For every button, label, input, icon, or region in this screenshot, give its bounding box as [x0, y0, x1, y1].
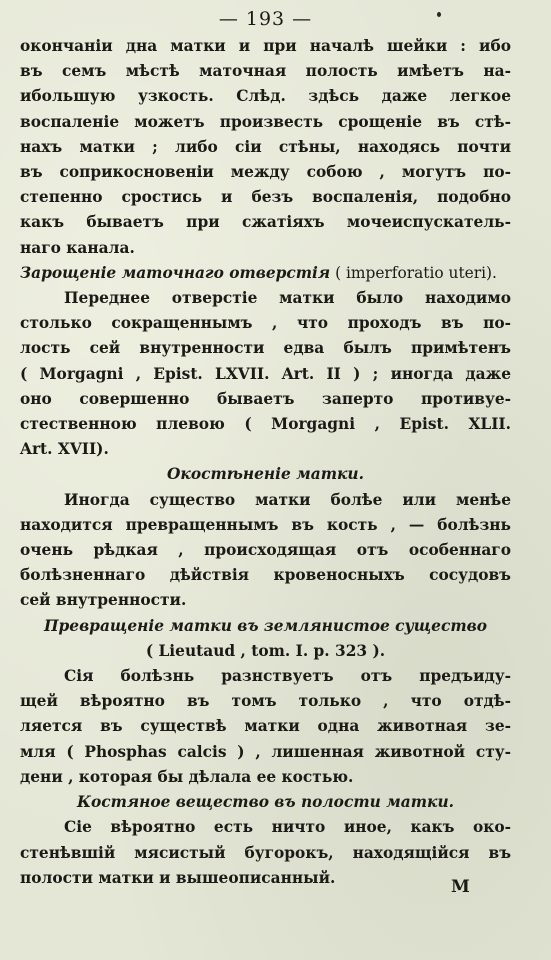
text-line: дени , которая бы дѣлала ее костью. [20, 767, 354, 786]
catchword: M [451, 877, 470, 897]
paragraph-1 [20, 34, 511, 261]
text-line: Иногда существо матки болѣе или менѣе [64, 490, 511, 509]
text-line: окончаніи дна матки и при началѣ шейки : ибо [20, 37, 511, 55]
text-line: находится превращеннымъ въ кость , — болѣзнь [20, 515, 511, 534]
paragraph-5 [20, 815, 511, 891]
text-line: болѣзненнаго дѣйствія кровеносныхъ сосудовъ [20, 566, 511, 585]
heading-latin-term: ( imperforatio uteri). [330, 263, 497, 282]
text-line: воспаленіе можетъ произвесть срощеніе въ стѣ- [20, 112, 511, 131]
section-heading-bony-substance: Костяное вещество въ полости матки. [76, 793, 455, 812]
text-line: стественною плевою ( Morgagni , Epist. XLII. [20, 415, 511, 434]
section-heading-imperforation [20, 261, 511, 286]
text-line: сей внутренности. [20, 591, 187, 610]
text-line: ибольшую узкость. Слѣд. здѣсь даже легкое [20, 87, 511, 106]
text-line: мля ( Phosphas calcis ) , лишенная животной сту- [20, 742, 511, 761]
text-line: въ семъ мѣстѣ маточная полость имѣетъ на- [20, 62, 511, 81]
text-line: ( Morgagni , Epist. LXVII. Art. II ) ; иногда даже [20, 364, 511, 383]
paragraph-2 [20, 286, 511, 462]
text-line: оно совершенно бываетъ заперто противуе- [20, 389, 511, 408]
text-line: въ соприкосновеніи между собою , могутъ по- [20, 163, 511, 182]
section-heading-ossification: Окостѣненіе матки. [167, 465, 364, 484]
section-heading-earthy-transformation: Превращеніе матки въ землянистое существо [43, 616, 487, 635]
ink-speck [437, 12, 441, 17]
text-line: столько сокращеннымъ , что проходъ въ по- [20, 314, 511, 333]
text-line: Сія болѣзнь разнствуетъ отъ предъиду- [64, 667, 511, 686]
text-line: Сіе вѣроятно есть ничто иное, какъ око- [64, 818, 511, 837]
text-line: стенѣвшій мясистый бугорокъ, находящійся въ [20, 843, 511, 862]
text-line: ляется въ существѣ матки одна животная зе- [20, 717, 511, 736]
text-line: Art. XVII). [20, 440, 109, 459]
page-number: — 193 — [218, 8, 313, 30]
paragraph-4 [20, 664, 511, 790]
citation-lieutaud: ( Lieutaud , tom. I. p. 323 ). [145, 641, 386, 660]
text-line: полости матки и вышеописанный. [20, 868, 336, 887]
text-line: очень рѣдкая , происходящая отъ особеннаго [20, 541, 511, 560]
paragraph-3 [20, 488, 511, 614]
text-line: Переднее отверстіе матки было находимо [64, 289, 511, 308]
text-line: нахъ матки ; либо сіи стѣны, находясь почти [20, 137, 511, 156]
heading-italic-text: Зарощеніе маточнаго отверстія [20, 263, 331, 282]
text-line: наго канала. [20, 238, 135, 257]
text-line: щей вѣроятно въ томъ только , что отдѣ- [20, 692, 511, 711]
text-line: лость сей внутренности едва былъ примѣтенъ [20, 339, 511, 358]
text-line: степенно сростись и безъ воспаленія, подобно [20, 188, 511, 207]
text-line: какъ бываетъ при сжатіяхъ мочеиспускатель- [20, 213, 511, 232]
